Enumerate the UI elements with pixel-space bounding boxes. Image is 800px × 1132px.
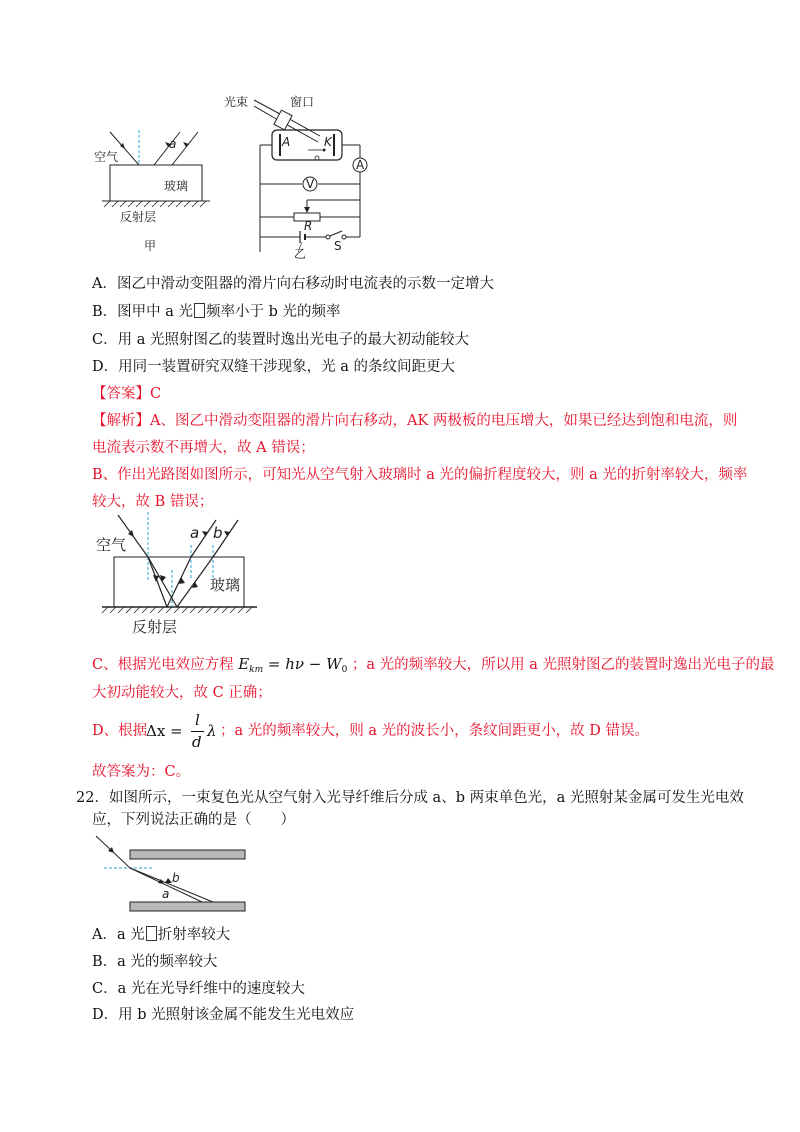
q22-option-a-pre: A．a 光 [92, 927, 145, 943]
fringe-formula: Δx = [146, 722, 183, 740]
fig2-reflect-label: 反射层 [132, 618, 178, 636]
q22-option-a [92, 925, 230, 945]
formula-zero: 0 [341, 665, 348, 675]
jia-caption: 甲 [144, 239, 157, 253]
figure-jia [92, 128, 222, 253]
q22-option-d: D．用 b 光照射该金属不能发生光电效应 [92, 1007, 355, 1023]
q21-option-b [92, 302, 341, 322]
yi-window-label: 窗口 [290, 95, 315, 109]
q21-c-pre: C、根据光电效应方程 [92, 657, 234, 673]
fiber-ray-b-label: b [172, 871, 180, 885]
q21-analysis-line-2: 电流表示数不再增大，故 A 错误； [92, 440, 315, 456]
q21-answer: 【答案】C [92, 386, 162, 402]
jia-reflect-label: 反射层 [120, 210, 157, 224]
formula-e: E [238, 655, 250, 673]
figure-yi [222, 92, 382, 260]
q21-option-d: D．用同一装置研究双缝干涉现象，光 a 的条纹间距更大 [92, 359, 455, 375]
figure-optical-fiber [92, 832, 252, 916]
q21-analysis-line-1: 【解析】A、图乙中滑动变阻器的滑片向右移动，AK 两极板的电压增大，如果已经达到饱和电流，则 [92, 413, 738, 429]
fig2-air-label: 空气 [96, 536, 127, 554]
q21-option-a: A．图乙中滑动变阻器的滑片向右移动时电流表的示数一定增大 [92, 276, 494, 292]
q22-stem-line-1: 22．如图所示，一束复色光从空气射入光导纤维后分成 a、b 两束单色光，a 光照射某金属可发生光电效 [76, 790, 744, 806]
photoelectric-formula [238, 655, 347, 673]
q21-analysis-line-3: B、作出光路图如图所示，可知光从空气射入玻璃时 a 光的偏折程度较大，则 a 光的折射率较大，频率 [92, 467, 748, 483]
q21-conclusion: 故答案为：C。 [92, 764, 191, 780]
figure-light-path [92, 510, 267, 640]
jia-glass-label: 玻璃 [164, 179, 189, 193]
fraction-numerator: l [195, 711, 200, 729]
yi-ammeter-label: A [356, 158, 365, 172]
formula-km: km [249, 665, 264, 675]
yi-plate-a-label: A [282, 135, 291, 149]
q22-option-c: C．a 光在光导纤维中的速度较大 [92, 981, 305, 997]
q21-analysis-line-4: 较大，故 B 错误； [92, 494, 214, 510]
q21-d-post: ；a 光的频率较大，则 a 光的波长小，条纹间距更小，故 D 错误。 [220, 723, 649, 739]
yi-switch-label: S [334, 239, 342, 253]
formula-lambda: λ [207, 722, 217, 740]
q21-c-post: ；a 光的频率较大，所以用 a 光照射图乙的装置时逸出光电子的最 [351, 657, 775, 673]
fig2-ray-a-label: a [190, 524, 200, 542]
yi-caption: 乙 [294, 247, 307, 260]
q21-option-b-pre: B．图甲中 a 光 [92, 304, 194, 320]
fiber-ray-a-label: a [162, 887, 170, 901]
yi-voltmeter-label: V [306, 177, 315, 191]
q21-option-b-post: 频率小于 b 光的频率 [206, 304, 341, 320]
q21-option-c: C．用 a 光照射图乙的装置时逸出光电子的最大初动能较大 [92, 332, 469, 348]
yi-beam-label: 光束 [224, 95, 249, 109]
q22-stem-line-2: 应，下列说法正确的是（ ） [92, 812, 295, 828]
missing-glyph-box [146, 926, 157, 941]
q22-option-a-post: 折射率较大 [157, 927, 231, 943]
fraction-denominator: d [192, 733, 202, 751]
yi-plate-k-label: K [324, 135, 332, 149]
missing-glyph-box [194, 303, 205, 318]
formula-mid: = hν − W [263, 655, 342, 673]
q21-analysis-c [92, 652, 775, 682]
jia-ray-a-label: a [169, 137, 177, 151]
q21-analysis-c2: 大初动能较大，故 C 正确； [92, 685, 272, 701]
q22-option-b: B．a 光的频率较大 [92, 954, 218, 970]
yi-rheostat-label: R [304, 219, 313, 233]
fig2-ray-b-label: b [213, 524, 223, 542]
jia-air-label: 空气 [94, 150, 119, 164]
fig2-glass-label: 玻璃 [210, 576, 241, 594]
q21-d-pre: D、根据 [92, 723, 148, 739]
